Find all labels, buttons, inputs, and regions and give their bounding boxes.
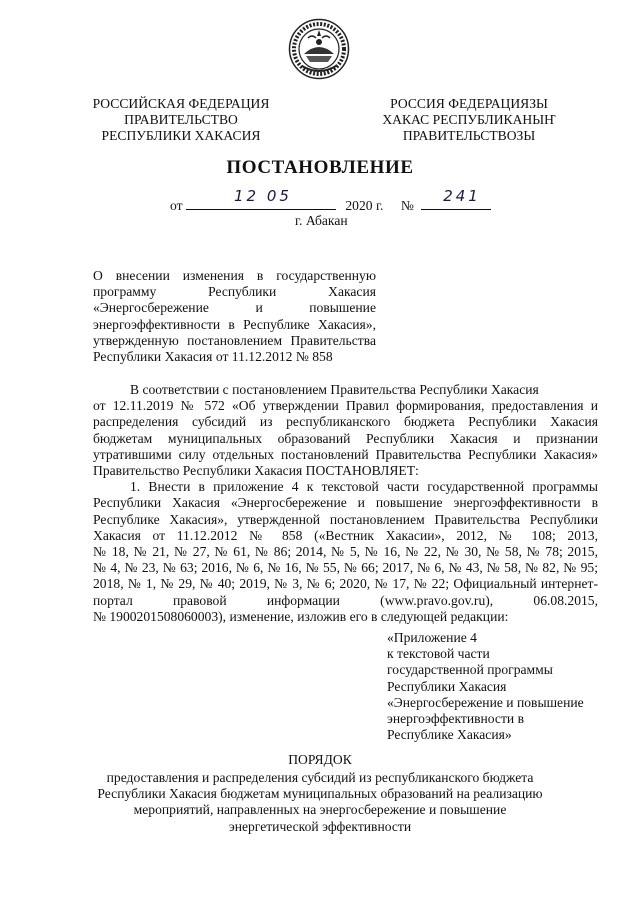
order-subtitle-line: энергетической эффективности [228, 818, 412, 834]
header-right-block [362, 96, 576, 144]
coat-of-arms-emblem [288, 18, 350, 80]
subject-line: Республики Хакасия от 11.12.2012 № 858 [93, 349, 333, 365]
body-line: Республики Хакасия «Энергосбережение и повышение энергоэффективности в [93, 495, 598, 511]
date-field [186, 187, 336, 210]
appendix-line: Республики Хакасия [387, 678, 507, 694]
header-left-line: РЕСПУБЛИКИ ХАКАСИЯ [101, 128, 261, 143]
subject-block [93, 268, 376, 365]
order-subtitle-line: мероприятий, направленных на энергосбережение и повышение [133, 802, 507, 818]
body-line: № 4, № 23, № 63; 2016, № 6, № 16, № 55, № 66; 2017, № 6, № 43, № 58, № 82, № 95; [93, 560, 598, 576]
subject-line: «Энергосбережение и повышение [93, 300, 376, 316]
header-left-block [72, 96, 290, 144]
body-line: Правительство Республики Хакасия ПОСТАНОВЛЯЕТ: [93, 463, 419, 479]
handwritten-date: 12 05 [233, 187, 292, 205]
body-line: 1. Внести в приложение 4 к текстовой части государственной программы [130, 479, 598, 495]
appendix-line: «Энергосбережение и повышение [387, 694, 584, 710]
body-line: распределения субсидий из республиканского бюджета Республики Хакасия [93, 414, 598, 430]
body-line: № 1900201508060003), изменение, изложив его в следующей редакции: [93, 608, 509, 624]
date-number-line [170, 187, 491, 214]
subject-line: энергоэффективности в Республике Хакасия», [93, 316, 376, 332]
body-line: Хакасия от 11.12.2012 № 858 («Вестник Хакасии», 2012, № 108; 2013, [93, 527, 598, 543]
city: г. Абакан [295, 213, 348, 228]
appendix-line: к текстовой части [387, 646, 490, 662]
date-year: 2020 г. [345, 198, 384, 213]
body-line: бюджетам муниципальных образований Республики Хакасия и признании [93, 430, 598, 446]
body-line: 2018, № 1, № 29, № 40; 2019, № 3, № 6; 2020, № 17, № 22; Официальный интернет- [93, 576, 598, 592]
header-right-line: ПРАВИТЕЛЬСТВОЗЫ [402, 128, 536, 143]
number-field [421, 187, 491, 210]
order-subtitle-line: предоставления и распределения субсидий из республиканского бюджета [106, 770, 534, 785]
subject-line: О внесении изменения в государственную [93, 268, 376, 283]
appendix-line: Республике Хакасия» [387, 727, 512, 743]
body-line: Республике Хакасия», утвержденной постановлением Правительства Республики [93, 511, 598, 527]
body-line: от 12.11.2019 № 572 «Об утверждении Правил формирования, предоставления и [93, 398, 598, 414]
date-prefix: от [170, 198, 183, 213]
appendix-line: государственной программы [387, 662, 553, 678]
subject-line: утвержденную постановлением Правительства [93, 332, 376, 348]
handwritten-number: 241 [443, 187, 481, 205]
header-left-line: ПРАВИТЕЛЬСТВО [124, 112, 238, 127]
appendix-header [387, 630, 617, 743]
order-subtitle [80, 770, 560, 835]
header-right-line: РОССИЯ ФЕДЕРАЦИЯЗЫ [390, 96, 548, 111]
appendix-line: «Приложение 4 [387, 630, 477, 645]
body-line: № 18, № 21, № 27, № 61, № 86; 2014, № 5, № 16, № 22, № 30, № 58, № 78; 2015, [93, 544, 598, 560]
resolution-body [93, 382, 598, 625]
body-line: портал правовой информации (www.pravo.gov.ru), 06.08.2015, [93, 592, 598, 608]
body-line: утратившими силу отдельных постановлений Правительства Республики Хакасия» [93, 446, 598, 462]
body-line: В соответствии с постановлением Правительства Республики Хакасия [130, 382, 539, 397]
subject-line: программу Республики Хакасия [93, 284, 376, 300]
number-sign: № [400, 198, 414, 213]
order-subtitle-line: Республики Хакасия бюджетам муниципальных образований на реализацию [97, 786, 543, 802]
order-title: ПОРЯДОК [288, 752, 352, 767]
document-title: ПОСТАНОВЛЕНИЕ [226, 157, 414, 178]
header-right-line: ХАКАС РЕСПУБЛИКАНЫҤ [382, 112, 556, 127]
header-left-line: РОССИЙСКАЯ ФЕДЕРАЦИЯ [92, 96, 270, 111]
appendix-line: энергоэффективности в [387, 711, 524, 727]
